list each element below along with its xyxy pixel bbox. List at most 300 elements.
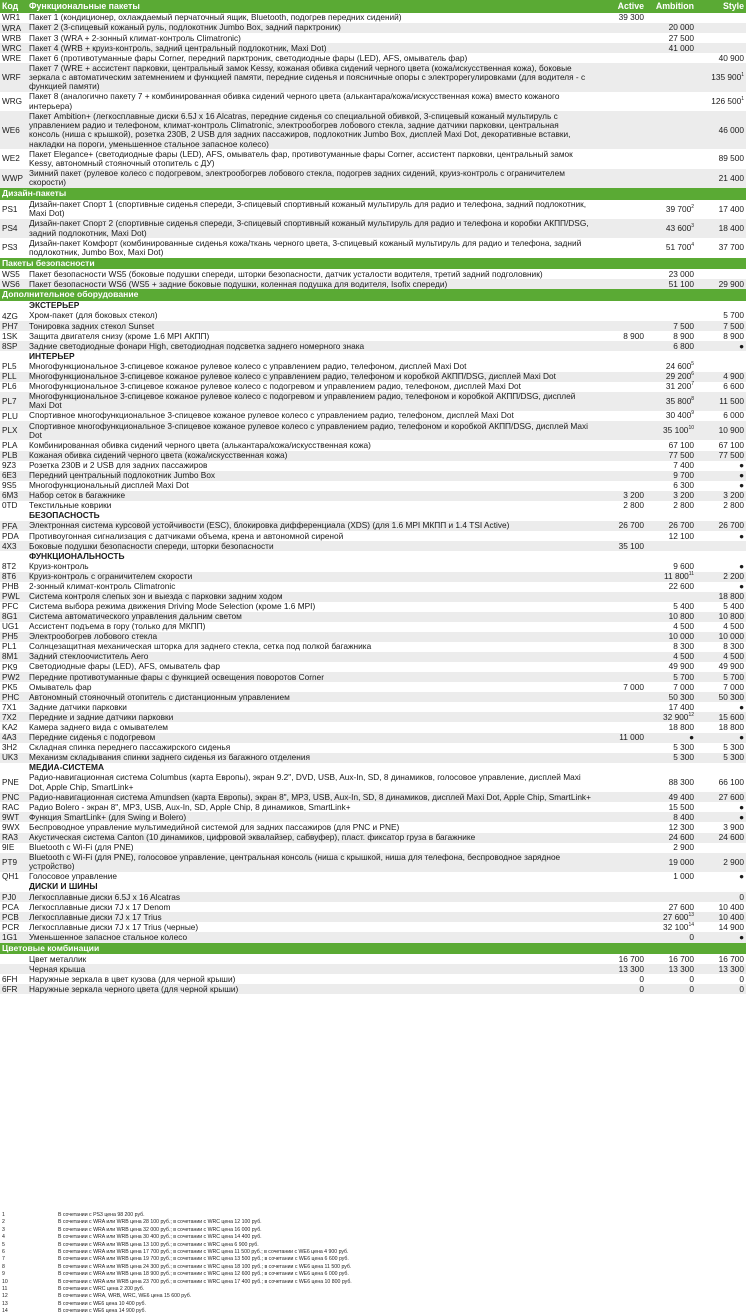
price-active-text: 39 300	[618, 12, 644, 23]
price-style	[696, 63, 746, 92]
option-description-text: Зимний пакет (рулевое колесо с подогревом, электрообогрев лобового стекла, подогрев задних сидений, круиз-контроль с ограничителем скорости)	[29, 167, 565, 188]
subsection-title: ФУНКЦИОНАЛЬНОСТЬ	[29, 550, 125, 561]
price-style	[696, 219, 746, 238]
price-active	[593, 792, 646, 802]
option-description	[27, 872, 593, 882]
price-style	[696, 33, 746, 43]
footnote-number: 3	[2, 1226, 5, 1233]
footnote-number: 11	[2, 1286, 8, 1293]
price-ambition	[646, 531, 696, 541]
price-style	[696, 200, 746, 219]
price-active	[593, 43, 646, 53]
price-active	[593, 372, 646, 382]
price-style	[696, 753, 746, 763]
price-active	[593, 451, 646, 461]
option-code	[0, 63, 27, 92]
option-code-text: PH7	[2, 321, 18, 331]
option-description-text: Солнцезащитная механическая шторка для заднего стекла, сетка под полкой багажника	[29, 641, 372, 652]
price-active	[593, 341, 646, 351]
option-description-text: Уменьшенное запасное стальное колесо	[29, 931, 188, 942]
price-active-text: 2 800	[623, 500, 644, 511]
price-active	[593, 773, 646, 792]
price-ambition-text: 7 500	[673, 320, 694, 331]
price-ambition-text: 10 800	[668, 611, 694, 622]
price-style	[696, 932, 746, 942]
option-code	[0, 984, 27, 994]
option-code	[0, 501, 27, 511]
option-code	[0, 238, 27, 257]
option-code	[0, 411, 27, 421]
price-style	[696, 843, 746, 853]
price-ambition	[646, 392, 696, 411]
footnote-number: 10	[2, 1278, 8, 1285]
option-code-text: WRA	[2, 23, 22, 33]
option-description-text: Легкосплавные диски 6.5J x 16 Alcatras	[29, 891, 181, 902]
option-description-text: Многофункциональный дисплей Maxi Dot	[29, 480, 189, 491]
option-code-text: 8T6	[2, 571, 17, 581]
option-description-text: Система автоматического управления дальним светом	[29, 611, 242, 622]
option-description-text: Хром-пакет (для боковых стекол)	[29, 310, 158, 321]
option-code	[0, 341, 27, 351]
price-active	[593, 692, 646, 702]
option-description	[27, 932, 593, 942]
price-style	[696, 169, 746, 188]
price-style	[696, 872, 746, 882]
subsection-spacer	[0, 351, 27, 361]
option-code	[0, 662, 27, 672]
price-style-text: 21 400	[718, 172, 744, 183]
price-active	[593, 238, 646, 257]
option-code	[0, 853, 27, 872]
option-description-text: Система контроля слепых зон и выезда с парковки задним ходом	[29, 591, 283, 602]
option-code-text: PL1	[2, 642, 17, 652]
footnote-ref: 13	[688, 911, 694, 918]
price-style-text: 5 400	[723, 601, 744, 612]
option-code	[0, 111, 27, 149]
option-description-text: Пакет 2 (3-спицевый кожаный руль, подлокотник Jumbo Box, задний парктроник)	[29, 22, 341, 33]
option-code-text: WRC	[2, 43, 22, 53]
price-active-text: 35 100	[618, 540, 644, 551]
price-ambition-text: 18 800	[668, 721, 694, 732]
footnotes	[0, 1210, 746, 1316]
price-ambition-text: 13 300	[668, 963, 694, 974]
price-active	[593, 853, 646, 872]
option-code-text: 1G1	[2, 932, 18, 942]
footnote-text: В сочетании с WRA или WRB цена 28 100 руб.; в сочетании с WRC цена 12 100 руб.	[58, 1219, 262, 1226]
option-description-text: Боковые подушки безопасности спереди, шторки безопасности	[29, 540, 274, 551]
option-code	[0, 451, 27, 461]
option-description-text: Пакет 1 (кондиционер, охлаждаемый перчаточный ящик, Bluetooth, подогрев передних сидений)	[29, 12, 402, 23]
price-ambition-text: 24 600	[665, 360, 692, 371]
table-row	[0, 169, 746, 188]
option-description-text: Пакет 8 (аналогично пакету 7 + комбинированная обивка сидений черного цвета (алькантара/кожа/искусственная кожа) вместо кожаного интерьера)	[29, 91, 560, 111]
option-description	[27, 279, 593, 289]
table-row	[0, 932, 746, 942]
price-active	[593, 572, 646, 582]
section-header	[0, 188, 746, 200]
option-code-text: PL7	[2, 396, 17, 406]
price-active	[593, 642, 646, 652]
section-header	[0, 943, 746, 955]
option-code	[0, 461, 27, 471]
price-ambition	[646, 382, 696, 392]
price-active-text: 8 900	[623, 330, 644, 341]
option-code	[0, 792, 27, 802]
price-active	[593, 541, 646, 551]
table-body	[0, 13, 746, 994]
price-style-text: 5 700	[723, 671, 744, 682]
option-description-text: Голосовое управление	[29, 871, 117, 882]
price-ambition-text: 6 800	[673, 340, 694, 351]
price-active-text: 0	[639, 973, 644, 984]
table-row	[0, 541, 746, 551]
price-active-text: 7 000	[623, 681, 644, 692]
price-ambition-text: 35 800	[665, 395, 692, 406]
option-description	[27, 219, 593, 238]
price-style	[696, 111, 746, 149]
price-ambition	[646, 501, 696, 511]
option-code	[0, 440, 27, 450]
option-description-text: Светодиодные фары (LED), AFS, омыватель фар	[29, 661, 220, 672]
price-ambition-text: 3 200	[673, 490, 694, 501]
option-code	[0, 13, 27, 23]
option-code-text: PLL	[2, 372, 17, 382]
option-code	[0, 481, 27, 491]
footnote-text: В сочетании с WRC цена 2 200 руб.	[58, 1286, 145, 1293]
price-ambition-text: 17 400	[668, 701, 694, 712]
price-style-text: 40 900	[718, 52, 744, 63]
price-active	[593, 471, 646, 481]
price-style-text: 17 400	[718, 203, 744, 214]
price-ambition	[646, 872, 696, 882]
option-code-text: 0TD	[2, 501, 18, 511]
option-code-text: PS1	[2, 204, 18, 214]
price-ambition-text: 6 300	[673, 480, 694, 491]
price-style	[696, 13, 746, 23]
price-active	[593, 743, 646, 753]
option-description-text: Пакет 3 (WRA + 2-зонный климат-контроль Climatronic)	[29, 32, 241, 43]
option-code-text: PL6	[2, 382, 17, 392]
price-active	[593, 622, 646, 632]
price-active	[593, 331, 646, 341]
price-active	[593, 382, 646, 392]
price-ambition	[646, 63, 696, 92]
price-style-text: 0	[739, 891, 744, 902]
price-ambition-text: 7 000	[673, 681, 694, 692]
price-ambition-text: 39 700	[665, 203, 692, 214]
footnote-text: В сочетании с WRA или WRB цена 13 100 руб.; в сочетании с WRC цена 6 900 руб.	[58, 1241, 259, 1248]
price-style-text: 10 800	[718, 611, 744, 622]
price-ambition	[646, 43, 696, 53]
option-description-text: Круиз-контроль с ограничителем скорости	[29, 570, 193, 581]
option-description-text: Многофункциональное 3-спицевое кожаное рулевое колесо с управлением радио, телефоном и коробкой АКПП/DSG, дисплей Maxi Dot	[29, 370, 556, 381]
option-code-text: PS4	[2, 223, 18, 233]
price-active	[593, 521, 646, 531]
option-description	[27, 111, 593, 149]
price-active	[593, 411, 646, 421]
table-row	[0, 341, 746, 351]
option-code	[0, 902, 27, 912]
option-code	[0, 872, 27, 882]
price-active	[593, 702, 646, 712]
price-active	[593, 561, 646, 571]
option-code-text: PH5	[2, 632, 18, 642]
option-description-text: Радио Bolero - экран 8", MP3, USB, Aux-In, SD, Apple Chip, 8 динамиков, SmartLink+	[29, 801, 351, 812]
option-description-text: Передние сиденья с подогревом	[29, 731, 156, 742]
price-style-text: 3 200	[723, 490, 744, 501]
option-code-text: WWP	[2, 173, 23, 183]
option-description-text: Система выбора режима движения Driving Mode Selection (кроме 1.6 MPI)	[29, 601, 316, 612]
option-code	[0, 753, 27, 763]
option-description-text: Акустическая система Canton (10 динамиков, цифровой эквалайзер, сабвуфер), пласт. фиксатор груза в багажнике	[29, 831, 476, 842]
option-description-text: Задний стеклоочиститель Aero	[29, 651, 149, 662]
footnote-number: 6	[2, 1249, 5, 1256]
option-description-text: Bluetooth с Wi-Fi (для PNE)	[29, 841, 134, 852]
option-code-text: PL5	[2, 361, 17, 371]
price-ambition	[646, 843, 696, 853]
footnote-ref: 12	[688, 712, 694, 719]
option-description	[27, 169, 593, 188]
price-ambition-text: 77 500	[668, 449, 694, 460]
table-row	[0, 219, 746, 238]
option-code-text: WE6	[2, 125, 20, 135]
price-active	[593, 662, 646, 672]
option-code	[0, 392, 27, 411]
table-row	[0, 753, 746, 763]
price-ambition-text: 30 400	[665, 410, 692, 421]
option-code-text: PCA	[2, 902, 19, 912]
option-code-text: PCB	[2, 912, 19, 922]
footnote-ref: 1	[741, 96, 744, 103]
option-description-text: Передний центральный подлокотник Jumbo Box	[29, 470, 216, 481]
option-code	[0, 311, 27, 321]
price-style-text: 8 300	[723, 641, 744, 652]
option-description-text: Функция SmartLink+ (для Swing и Bolero)	[29, 811, 187, 822]
price-active	[593, 440, 646, 450]
footnote-ref: 6	[691, 371, 694, 378]
option-description-text: Кожаная обивка сидений черного цвета (кожа/искусственная кожа)	[29, 449, 288, 460]
option-code	[0, 269, 27, 279]
price-ambition-text: 5 300	[673, 741, 694, 752]
price-style	[696, 531, 746, 541]
footnote-ref: 10	[688, 425, 694, 432]
footnote-text: В сочетании с WE6 цена 10 400 руб.	[58, 1300, 146, 1307]
price-ambition-text: ●	[688, 731, 694, 742]
footnote-number: 7	[2, 1256, 5, 1263]
option-code	[0, 200, 27, 219]
price-active-text: 3 200	[623, 490, 644, 501]
price-ambition-text: 23 000	[668, 268, 694, 279]
price-active	[593, 111, 646, 149]
option-code-text: KA2	[2, 722, 18, 732]
price-style	[696, 279, 746, 289]
option-code-text: WRG	[2, 97, 23, 107]
option-code-text: 9IE	[2, 843, 15, 852]
option-code	[0, 652, 27, 662]
option-code	[0, 692, 27, 702]
footnote	[2, 1271, 746, 1278]
option-description-text: Bluetooth с Wi-Fi (для PNE), голосовое управление, центральная консоль (ниша с крышкой, ниша для телефона, беспроводное зарядное устройство)	[29, 852, 561, 872]
price-ambition	[646, 582, 696, 592]
footnote-ref: 2	[691, 203, 694, 210]
footnote-ref: 3	[691, 223, 694, 230]
option-code-text: RAC	[2, 802, 20, 812]
price-style-text: 4 500	[723, 621, 744, 632]
price-ambition-text: 24 600	[668, 831, 694, 842]
table-row	[0, 238, 746, 257]
price-style-text: 46 000	[718, 124, 744, 135]
price-style-text: 6 000	[723, 410, 744, 421]
option-description-text: Складная спинка переднего пассажирского сиденья	[29, 741, 231, 752]
subsection-title: ЭКСТЕРЬЕР	[29, 300, 80, 311]
option-code-text: 6M3	[2, 491, 18, 501]
option-code	[0, 592, 27, 602]
option-description-text: Дизайн-пакет Спорт 2 (спортивные сиденья спереди, 3-спицевый спортивный кожаный мультируль для радио и телефона и коробки АКПП/DSG, задний подлокотник, Maxi Dot)	[29, 218, 589, 238]
option-description	[27, 392, 593, 411]
price-active	[593, 833, 646, 843]
option-description-text: Многофункциональное 3-спицевое кожаное рулевое колесо с управлением радио, телефоном, дисплей Maxi Dot	[29, 360, 467, 371]
option-code	[0, 622, 27, 632]
price-active	[593, 149, 646, 168]
option-code-text: PNC	[2, 792, 20, 802]
footnote-text: В сочетании с PS3 цена 98 200 руб.	[58, 1212, 145, 1218]
option-code-text: 6FR	[2, 984, 18, 994]
price-style-text: 2 900	[723, 856, 744, 867]
price-active	[593, 592, 646, 602]
price-active	[593, 219, 646, 238]
option-code	[0, 773, 27, 792]
footnote-ref: 14	[688, 922, 694, 929]
option-code-text: WRE	[2, 53, 22, 63]
price-style	[696, 421, 746, 440]
price-ambition-text: 22 600	[668, 580, 694, 591]
option-code-text: 4A3	[2, 732, 17, 742]
option-description-text: 2-зонный климат-контроль Climatronic	[29, 580, 176, 591]
option-description-text: Черная крыша	[29, 963, 86, 974]
table-row	[0, 773, 746, 792]
price-style-text: 0	[739, 973, 744, 984]
option-code	[0, 964, 27, 974]
option-code	[0, 471, 27, 481]
price-style-text: ●	[738, 701, 744, 712]
price-ambition-text: 10 000	[668, 631, 694, 642]
price-style-text: 16 700	[718, 953, 744, 964]
option-code	[0, 33, 27, 43]
option-description-text: Задние светодиодные фонари High, светодиодная подсветка заднего номерного знака	[29, 340, 365, 351]
option-description-text: Пакет безопасности WS5 (боковые подушки спереди, шторки безопасности, датчик усталости водителя, третий задний подголовник)	[29, 268, 543, 279]
option-description-text: Многофункциональное 3-спицевое кожаное рулевое колесо с подогревом и управлением радио, телефоном и коробкой АКПП/DSG, дисплей Maxi Dot	[29, 391, 576, 411]
price-ambition-text: 0	[689, 983, 694, 994]
price-active	[593, 200, 646, 219]
price-ambition-text: 67 100	[668, 439, 694, 450]
price-style-text: ●	[738, 560, 744, 571]
option-code	[0, 362, 27, 372]
option-code	[0, 612, 27, 622]
option-description	[27, 501, 593, 511]
footnote	[2, 1212, 746, 1219]
footnote-ref: 11	[688, 571, 694, 578]
footnote-text: В сочетании с WRA или WRB цена 32 000 руб.; в сочетании с WRC цена 16 000 руб.	[58, 1226, 262, 1233]
table-row	[0, 200, 746, 219]
price-active	[593, 582, 646, 592]
section-header	[0, 258, 746, 270]
option-code-text: 6E3	[2, 471, 17, 481]
price-active-text: 11 000	[619, 731, 644, 742]
footnote-number: 8	[2, 1263, 5, 1270]
price-ambition	[646, 932, 696, 942]
price-active	[593, 421, 646, 440]
section-title: Дизайн-пакеты	[0, 188, 746, 200]
option-code	[0, 932, 27, 942]
option-description-text: Автономный стояночный отопитель с дистанционным управлением	[29, 691, 290, 702]
option-description	[27, 541, 593, 551]
option-code-text: 7X1	[2, 702, 17, 712]
option-code	[0, 722, 27, 732]
price-style-text: 27 600	[718, 791, 744, 802]
table-row	[0, 872, 746, 882]
option-description-text: Круиз-контроль	[29, 560, 89, 571]
footnote	[2, 1308, 746, 1315]
price-style-text: 11 500	[719, 395, 744, 406]
subsection-title: ИНТЕРЬЕР	[29, 350, 75, 361]
header-ambition: Ambition	[646, 0, 696, 13]
price-active	[593, 311, 646, 321]
price-ambition	[646, 984, 696, 994]
option-description-text: Легкосплавные диски 7J x 17 Denom	[29, 901, 171, 912]
price-style	[696, 392, 746, 411]
option-code	[0, 92, 27, 111]
price-active	[593, 392, 646, 411]
section-header	[0, 289, 746, 301]
price-ambition-text: 8 900	[673, 330, 694, 341]
price-style	[696, 773, 746, 792]
table-header	[0, 0, 746, 13]
footnote-ref: 9	[691, 410, 694, 417]
price-ambition-text: 1 000	[673, 871, 694, 882]
option-description-text: Электронная система курсовой устойчивости (ESC), блокировка дифференциала (XDS) (для 1.6 MPI МКПП и 1.4 TSI Active)	[29, 520, 510, 531]
option-code	[0, 833, 27, 843]
price-active	[593, 602, 646, 612]
option-code	[0, 382, 27, 392]
option-code	[0, 531, 27, 541]
table-row	[0, 92, 746, 111]
price-style-text: 7 000	[723, 681, 744, 692]
footnote-ref: 4	[691, 242, 694, 249]
option-code	[0, 642, 27, 652]
option-code	[0, 421, 27, 440]
option-code-text: PT9	[2, 857, 18, 867]
price-style-text: 24 600	[718, 831, 744, 842]
price-ambition	[646, 279, 696, 289]
price-active	[593, 632, 646, 642]
price-ambition-text: 49 900	[668, 661, 694, 672]
option-code	[0, 733, 27, 743]
option-code-text: RA3	[2, 832, 18, 842]
price-style-text: 126 500	[711, 95, 742, 106]
option-code-text: 9WT	[2, 812, 20, 822]
option-code-text: PJ0	[2, 892, 17, 902]
price-style-text: 89 500	[718, 153, 744, 164]
price-style-text: 18 800	[718, 591, 744, 602]
footnote-text: В сочетании с WRA или WRB цена 19 700 руб.; в сочетании с WRC цена 13 500 руб.; в сочетании с WE6 цена 6 600 руб.	[58, 1256, 349, 1263]
price-style-text: ●	[738, 580, 744, 591]
footnote-text: В сочетании с WRA или WRB цена 23 700 руб.; в сочетании с WRC цена 17 400 руб.; в сочетании с WE6 цена 10 800 руб.	[58, 1278, 352, 1285]
option-code	[0, 53, 27, 63]
price-ambition-text: 31 200	[665, 381, 692, 392]
price-style	[696, 411, 746, 421]
footnote-ref: 1	[741, 72, 744, 79]
option-code	[0, 169, 27, 188]
